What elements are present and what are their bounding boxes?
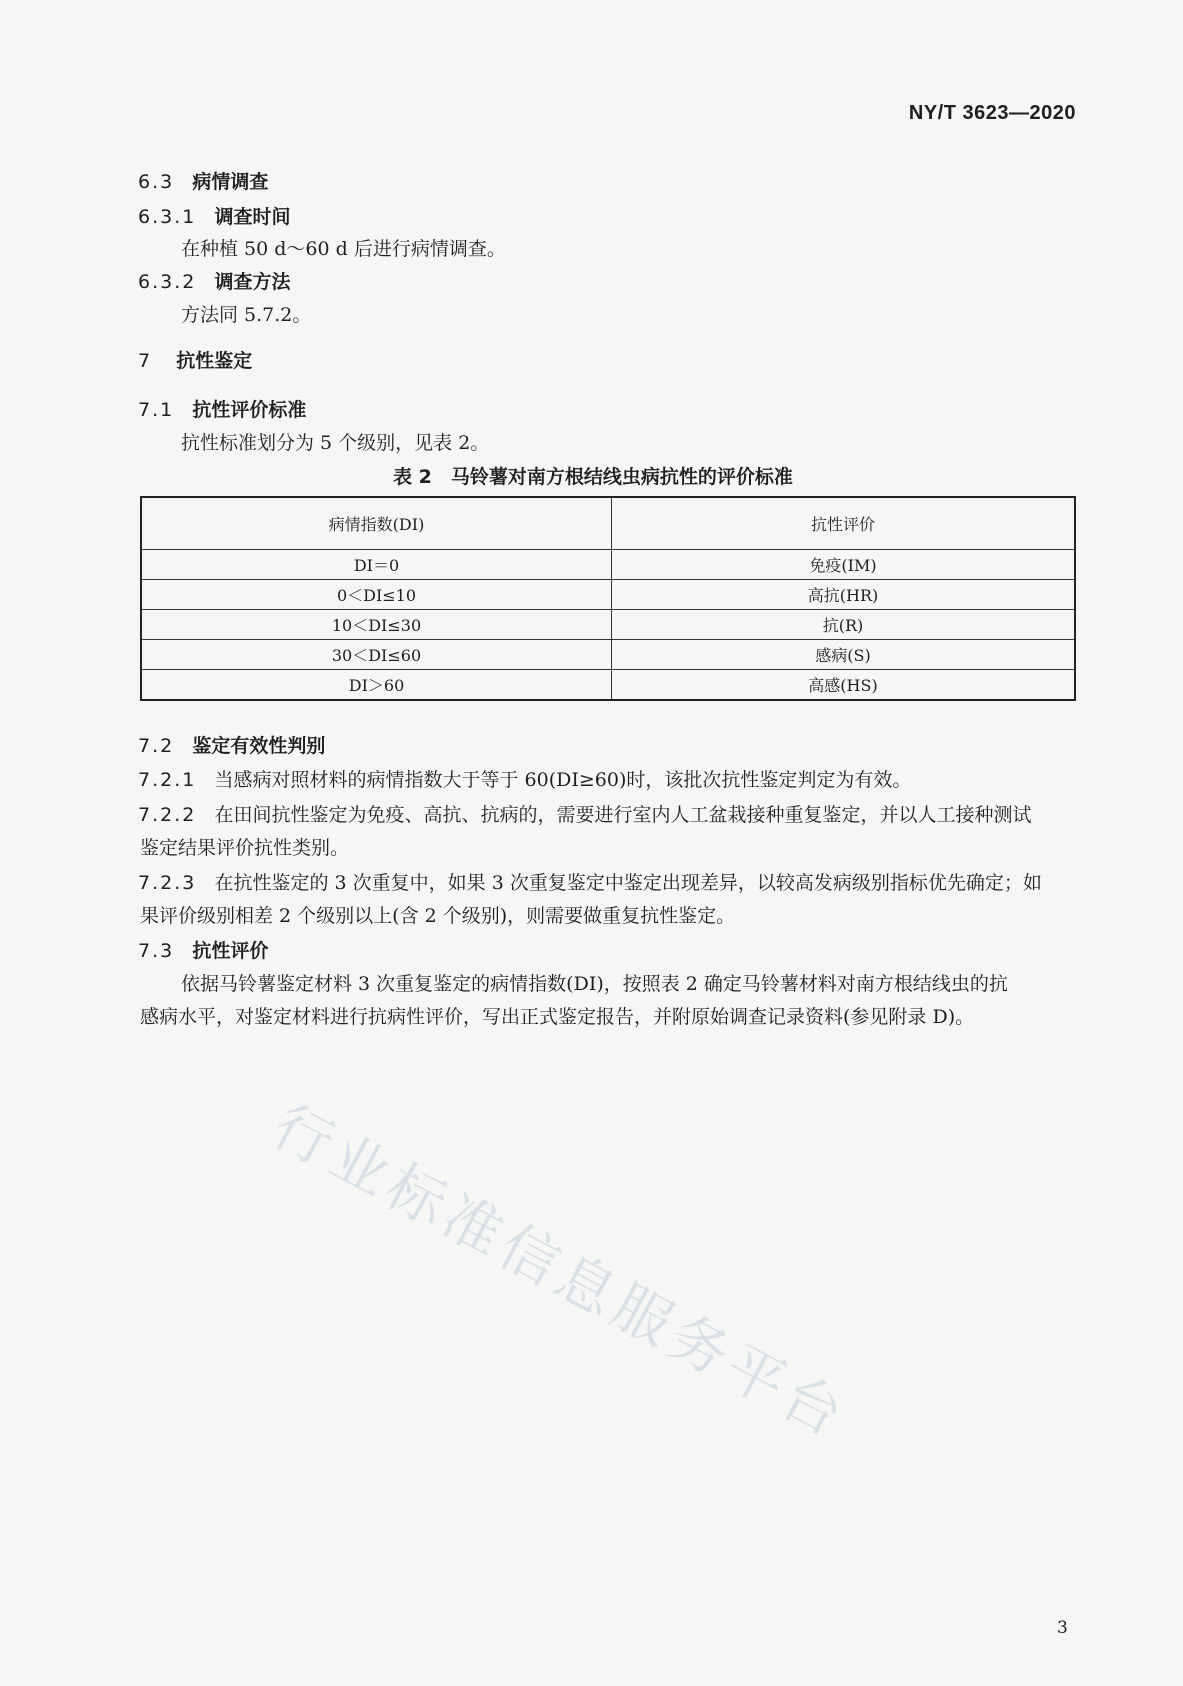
table-caption: 表 2 马铃薯对南方根结线虫病抗性的评价标准 (393, 466, 793, 488)
section-number: 7.3 (138, 940, 175, 962)
section-title: 调查方法 (214, 271, 291, 293)
table-row (141, 610, 1075, 640)
rating-cell: 高抗(HR) (612, 580, 1076, 610)
clause-7-2-3-line1 (138, 868, 1042, 895)
standard-number: NY/T 3623—2020 (908, 102, 1076, 124)
heading-6-3-1 (138, 202, 291, 229)
column-header-di: 病情指数(DI) (141, 497, 612, 550)
section-title: 调查时间 (214, 206, 291, 228)
clause-number: 7.2.2 (138, 804, 197, 826)
heading-7-3 (138, 936, 268, 963)
section-title: 鉴定有效性判别 (192, 735, 326, 757)
section-number: 7.2 (138, 735, 175, 757)
table-header-row (141, 497, 1075, 550)
di-cell: 30＜DI≤60 (141, 640, 612, 670)
section-number: 6.3.1 (138, 206, 197, 228)
watermark: 行业标准信息服务平台 (261, 1091, 859, 1452)
di-cell: 0＜DI≤10 (141, 580, 612, 610)
clause-7-2-3-line2: 果评价级别相差 2 个级别以上(含 2 个级别)，则需要做重复抗性鉴定。 (140, 905, 736, 927)
table-row (141, 640, 1075, 670)
di-cell: DI＝0 (141, 550, 612, 580)
rating-cell: 感病(S) (612, 640, 1076, 670)
column-header-rating: 抗性评价 (612, 497, 1076, 550)
heading-6-3-2 (138, 267, 291, 294)
heading-7-2 (138, 731, 325, 758)
section-title: 抗性评价 (192, 940, 269, 962)
page-number: 3 (1057, 1618, 1068, 1638)
paragraph-7-3-line2: 感病水平，对鉴定材料进行抗病性评价，写出正式鉴定报告，并附原始调查记录资料(参见附录 D)。 (140, 1006, 975, 1028)
rating-cell: 高感(HS) (612, 670, 1076, 701)
evaluation-table (140, 496, 1076, 701)
clause-text: 在抗性鉴定的 3 次重复中，如果 3 次重复鉴定中鉴定出现差异，以较高发病级别指标优先确定；如 (214, 872, 1042, 894)
rating-cell: 抗(R) (612, 610, 1076, 640)
di-cell: 10＜DI≤30 (141, 610, 612, 640)
section-title: 抗性鉴定 (176, 350, 253, 372)
section-title: 病情调查 (192, 171, 269, 193)
paragraph-6-3-2: 方法同 5.7.2。 (181, 304, 312, 326)
table-row (141, 580, 1075, 610)
paragraph-7-3-line1: 依据马铃薯鉴定材料 3 次重复鉴定的病情指数(DI)，按照表 2 确定马铃薯材料对南方根结线虫的抗 (181, 973, 1008, 995)
clause-7-2-1 (138, 765, 911, 792)
table-row (141, 670, 1075, 701)
table-row (141, 550, 1075, 580)
clause-7-2-2-line2: 鉴定结果评价抗性类别。 (140, 837, 350, 859)
section-number: 7 (138, 350, 153, 372)
section-title: 抗性评价标准 (192, 399, 307, 421)
section-number: 6.3.2 (138, 271, 197, 293)
section-number: 7.1 (138, 399, 175, 421)
heading-6-3 (138, 167, 268, 194)
paragraph-6-3-1: 在种植 50 d～60 d 后进行病情调查。 (181, 238, 506, 260)
clause-7-2-2-line1 (138, 800, 1032, 827)
clause-number: 7.2.1 (138, 769, 197, 791)
clause-number: 7.2.3 (138, 872, 197, 894)
section-number: 6.3 (138, 171, 175, 193)
di-cell: DI＞60 (141, 670, 612, 701)
heading-7-1 (138, 395, 306, 422)
clause-text: 当感病对照材料的病情指数大于等于 60(DI≥60)时，该批次抗性鉴定判定为有效。 (214, 769, 912, 791)
paragraph-7-1: 抗性标准划分为 5 个级别，见表 2。 (181, 432, 490, 454)
rating-cell: 免疫(IM) (612, 550, 1076, 580)
heading-7 (138, 346, 252, 373)
clause-text: 在田间抗性鉴定为免疫、高抗、抗病的，需要进行室内人工盆栽接种重复鉴定，并以人工接种测试 (214, 804, 1032, 826)
